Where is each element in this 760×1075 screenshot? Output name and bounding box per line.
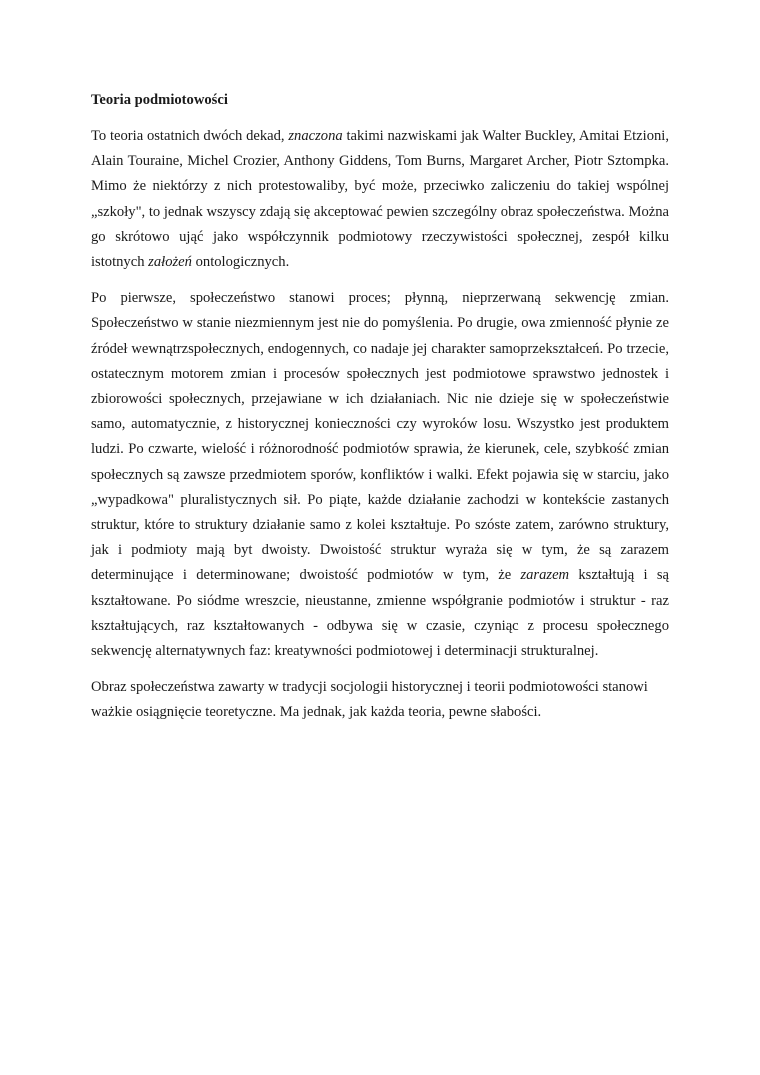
- paragraph-1-italic-znaczona: znaczona: [288, 128, 343, 144]
- paragraph-2-text-a: Po pierwsze, społeczeństwo stanowi proces; płynną, nieprzerwaną sekwencję zmian. Społeczeństwo w stanie niezmiennym jest nie do pomyślenia. Po drugie, owa zmienność płynie ze źródeł wewnątrzspołecznych, endogennych, co nadaje jej charakter samoprzekształceń. Po trzecie, ostatecznym motorem zmian i procesów społecznych jest podmiotowe sprawstwo jednostek i zbiorowości społecznych, przejawiane w ich działaniach. Nic nie dzieje się w społeczeństwie samo, automatycznie, z historycznej konieczności czy wyroków losu. Wszystko jest produktem ludzi. Po czwarte, wielość i różnorodność podmiotów sprawia, że kierunek, cele, szybkość zmian społecznych są zawsze przedmiotem sporów, konfliktów i walki. Efekt pojawia się w starciu, jako „wypadkowa" pluralistycznych sił. Po piąte, każde działanie zachodzi w kontekście zastanych struktur, które to struktury działanie samo z kolei kształtuje. Po szóste zatem, zarówno struktury, jak i podmioty mają byt dwoisty. Dwoistość struktur wyraża się w tym, że są zarazem determinujące i determinowane; dwoistość podmiotów w tym, że: [91, 290, 669, 584]
- document-body: [91, 88, 669, 737]
- paragraph-2-italic-zarazem: zarazem: [520, 567, 570, 584]
- paragraph-1-italic-zalozen: założeń: [148, 254, 192, 271]
- paragraph-2-text-c: kształtują i są kształtowane. Po siódme wreszcie, nieustanne, zmienne współgranie podmiotów i struktur - raz kształtujących, raz kształtowanych - odbywa się w czasie, czyniąc z procesu społecznego sekwencję alternatywnych faz: kreatywności podmiotowej i determinacji strukturalnej.: [91, 567, 669, 660]
- paragraph-1-text-a: To teoria ostatnich dwóch dekad,: [91, 128, 289, 144]
- paragraph-1: [91, 124, 669, 275]
- paragraph-3: Obraz społeczeństwa zawarty w tradycji socjologii historycznej i teorii podmiotowości stanowi ważkie osiągnięcie teoretyczne. Ma jednak, jak każda teoria, pewne słabości.: [91, 679, 648, 721]
- paragraph-1-text-c: takimi nazwiskami jak Walter Buckley, Amitai Etzioni, Alain Touraine, Michel Crozier, Anthony Giddens, Tom Burns, Margaret Archer, Piotr Sztompka. Mimo że niektórzy z nich protestowaliby, być może, przeciwko zaliczeniu do takiej wspólnej „szkoły", to jednak wszyscy zdają się akceptować pewien szczególny obraz społeczeństwa. Można go skrótowo ująć jako współczynnik podmiotowy rzeczywistości społecznej, zespół kilku istotnych: [91, 128, 669, 271]
- paragraph-1-text-e: ontologicznych.: [191, 254, 290, 271]
- paragraph-2: [91, 286, 669, 664]
- section-title: Teoria podmiotowości: [91, 92, 228, 108]
